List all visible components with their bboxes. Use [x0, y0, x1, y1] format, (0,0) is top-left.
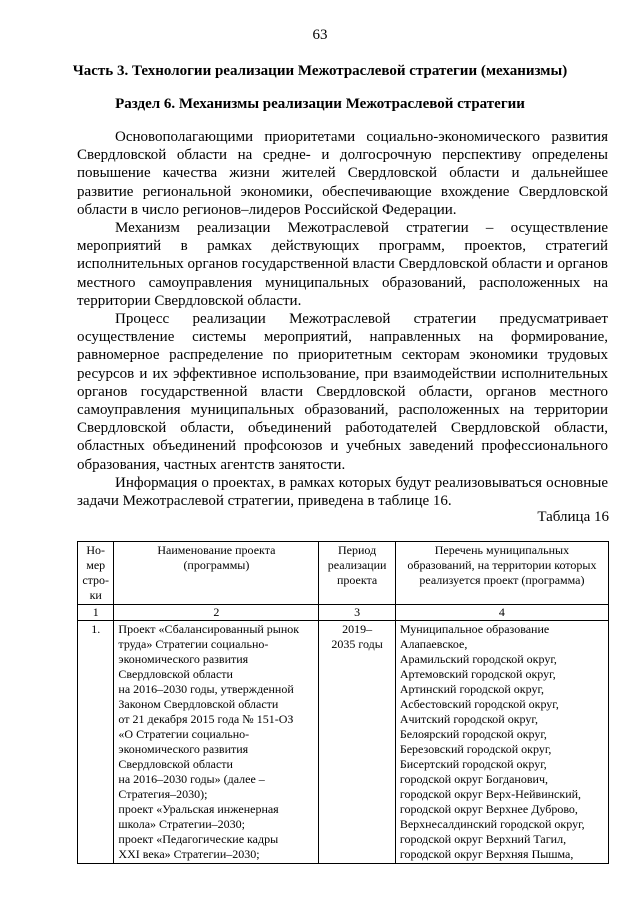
header-period: Период реализации проекта [327, 543, 387, 587]
header-project: Наименование проекта (программы) [157, 543, 276, 572]
paragraph: Информация о проектах, в рамках которых будут реализовываться основные задачи Межотраслевой стратегии, приведена в таблице 16. [77, 474, 608, 510]
municipalities-text: Муниципальное образование Алапаевское, Арамильский городской округ, Артемовский городской округ, Артинский городской округ, Асбестовский городской округ, Ачитский городской округ, Белоярский городской округ, Березовский городской округ, Бисертский городской округ, городской округ Богданович, городской округ Верх-Нейвинский, городской округ Верхнее Дуброво, Верхнесалдинский городской округ, городской округ Верхний Тагил, городской округ Верхняя Пышма, [399, 622, 585, 861]
row-number: 1. [78, 621, 114, 864]
paragraph: Основополагающими приоритетами социально-экономического развития Свердловской области на средне- и долгосрочную перспективу определены повышение качества жизни жителей Свердловской области и дальнейшее развитие региональной экономики, обеспечивающие вхождение Свердловской области в число регионов–лидеров Российской Федерации. [77, 129, 608, 218]
row-municipalities [395, 621, 608, 864]
project-text: Проект «Сбалансированный рынок труда» Стратегии социально- экономического развития Свердловской области на 2016–2030 годы, утвержденной Законом Свердловской области от 21 декабря 2015 года № 151-ОЗ «О Стратегии социально- экономического развития Свердловской области на 2016–2030 годы» (далее – Стратегия–2030); проект «Уральская инженерная школа» Стратегии–2030; проект «Педагогические кадры XXI века» Стратегии–2030; [118, 622, 300, 861]
index-cell: 4 [395, 605, 608, 621]
body-text [77, 128, 608, 510]
header-cell [319, 542, 395, 605]
table-row [78, 621, 609, 864]
index-cell: 3 [319, 605, 395, 621]
header-cell [78, 542, 114, 605]
header-cell [114, 542, 319, 605]
header-cell [395, 542, 608, 605]
page-number: 63 [312, 27, 328, 43]
section-title: Раздел 6. Механизмы реализации Межотраслевой стратегии [115, 96, 525, 112]
projects-table [77, 541, 609, 864]
table-caption: Таблица 16 [537, 509, 609, 525]
table-index-row [78, 605, 609, 621]
table-header-row [78, 542, 609, 605]
header-municipalities: Перечень муниципальных образований, на территории которых реализуется проект (программа) [407, 543, 597, 587]
period-text: 2019– 2035 годы [331, 622, 383, 651]
row-period [319, 621, 395, 864]
index-cell: 1 [78, 605, 114, 621]
index-cell: 2 [114, 605, 319, 621]
part-title: Часть 3. Технологии реализации Межотраслевой стратегии (механизмы) [72, 63, 568, 79]
row-project [114, 621, 319, 864]
header-num: Но- мер стро- ки [82, 543, 110, 602]
paragraph: Процесс реализации Межотраслевой стратегии предусматривает осуществление системы мероприятий, направленных на формирование, равномерное распределение по приоритетным секторам экономики трудовых ресурсов и их эффективное использование, при взаимодействии исполнительных органов государственной власти Свердловской области, органов местного самоуправления муниципальных образований, расположенных на территории Свердловской области, объединений работодателей Свердловской области, областных объединений профсоюзов и учебных заведений профессионального образования, частных агентств занятости. [77, 311, 608, 473]
paragraph: Механизм реализации Межотраслевой стратегии – осуществление мероприятий в рамках действующих программ, проектов, стратегий исполнительных органов государственной власти Свердловской области и органов местного самоуправления муниципальных образований, расположенных на территории Свердловской области. [77, 220, 608, 309]
